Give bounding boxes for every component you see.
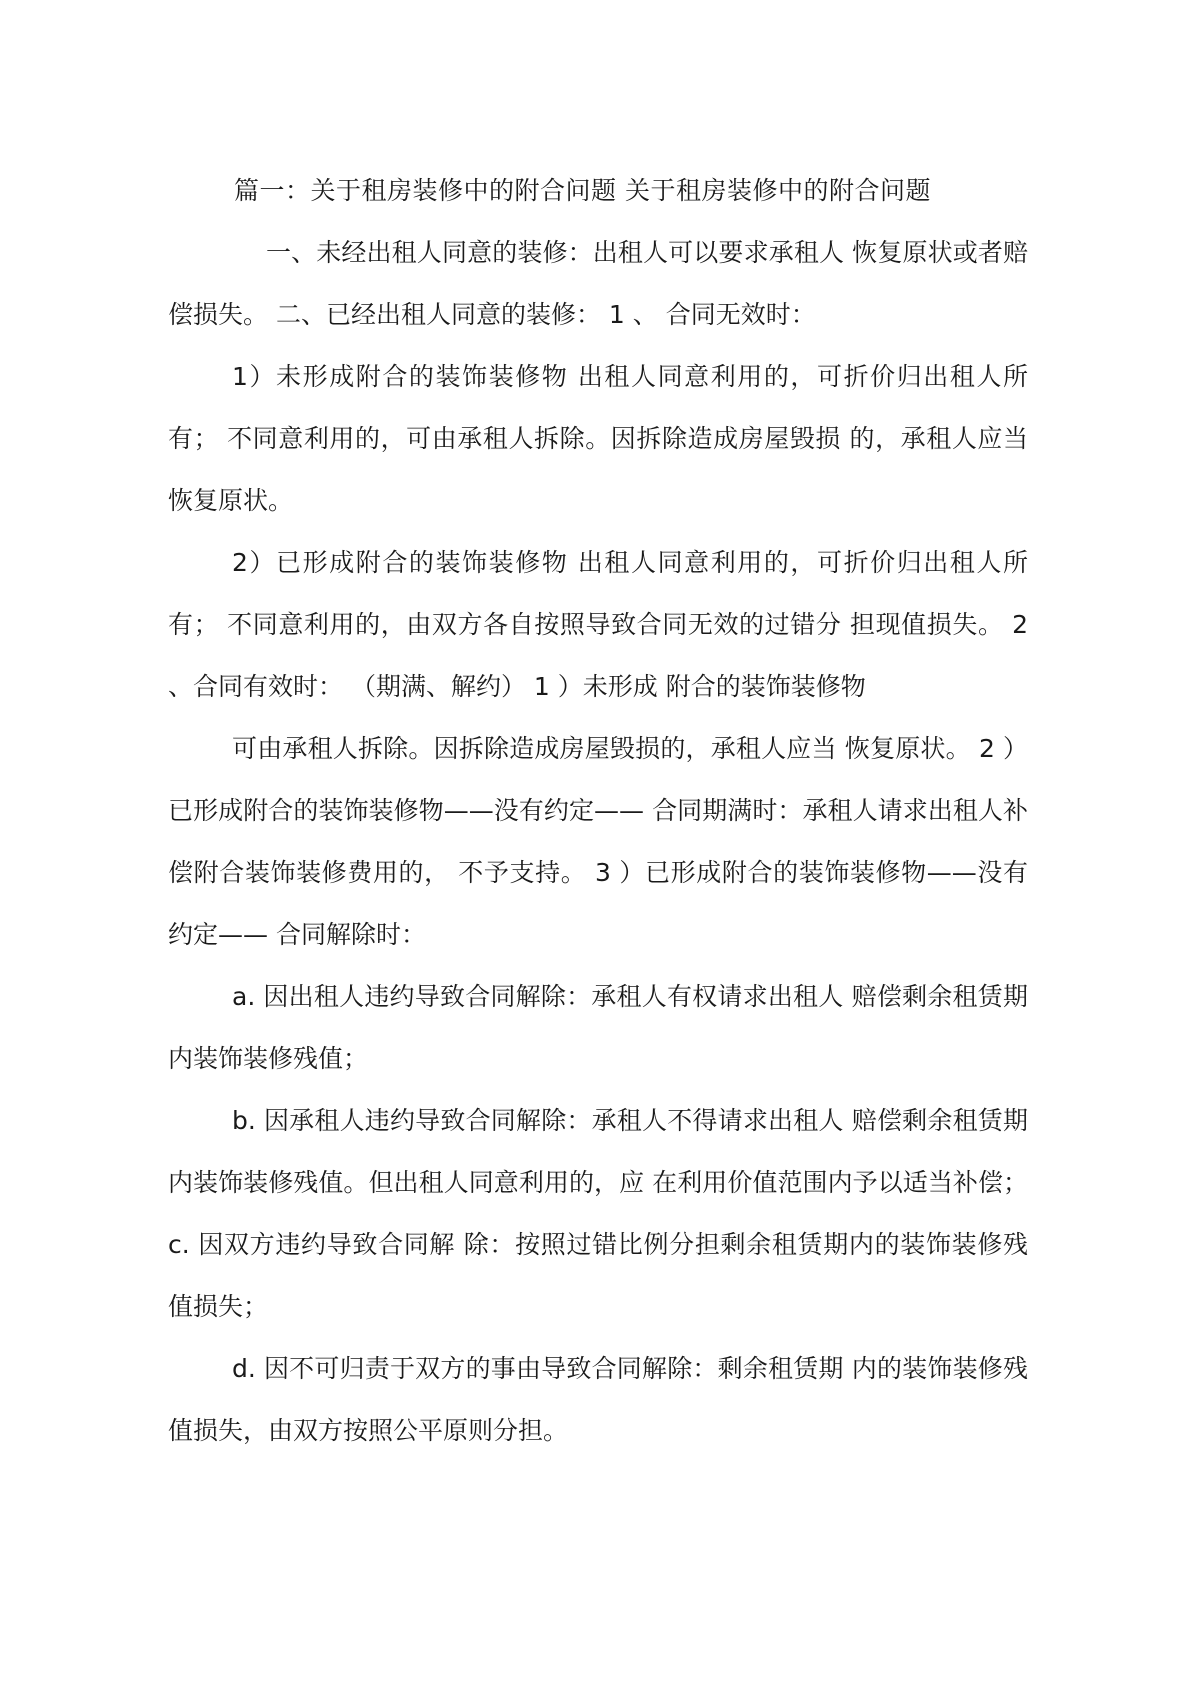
paragraph-4: 可由承租人拆除。因拆除造成房屋毁损的，承租人应当 恢复原状。 2 ）已形成附合的装饰装修物——没有约定—— 合同期满时：承租人请求出租人补偿附合装饰装修费用的， 不予支持。 3 ）已形成附合的装饰装修物——没有约定—— 合同解除时： (168, 734, 1028, 949)
paragraph-6: b. 因承租人违约导致合同解除：承租人不得请求出租人 赔偿剩余租赁期内装饰装修残值。但出租人同意利用的，应 在利用价值范围内予以适当补偿； c. 因双方违约导致合同解 除：按照过错比例分担剩余租赁期内的装饰装修残值损失； (168, 1106, 1028, 1321)
paragraph-3: 2）已形成附合的装饰装修物 出租人同意利用的，可折价归出租人所有； 不同意利用的，由双方各自按照导致合同无效的过错分 担现值损失。 2 、合同有效时： （期满、解约） 1 ）未形成 附合的装饰装修物 (168, 548, 1028, 701)
document-title: 篇一：关于租房装修中的附合问题 关于租房装修中的附合问题 (234, 176, 931, 205)
paragraph-7: d. 因不可归责于双方的事由导致合同解除：剩余租赁期 内的装饰装修残值损失，由双方按照公平原则分担。 (168, 1354, 1028, 1445)
paragraph-2: 1）未形成附合的装饰装修物 出租人同意利用的，可折价归出租人所有； 不同意利用的，可由承租人拆除。因拆除造成房屋毁损 的，承租人应当恢复原状。 (168, 362, 1028, 515)
document-body (168, 160, 1028, 1462)
paragraph-1: 一、未经出租人同意的装修：出租人可以要求承租人 恢复原状或者赔偿损失。 二、已经出租人同意的装修： 1 、 合同无效时： (168, 238, 1028, 329)
paragraph-5: a. 因出租人违约导致合同解除：承租人有权请求出租人 赔偿剩余租赁期内装饰装修残值； (168, 982, 1028, 1073)
